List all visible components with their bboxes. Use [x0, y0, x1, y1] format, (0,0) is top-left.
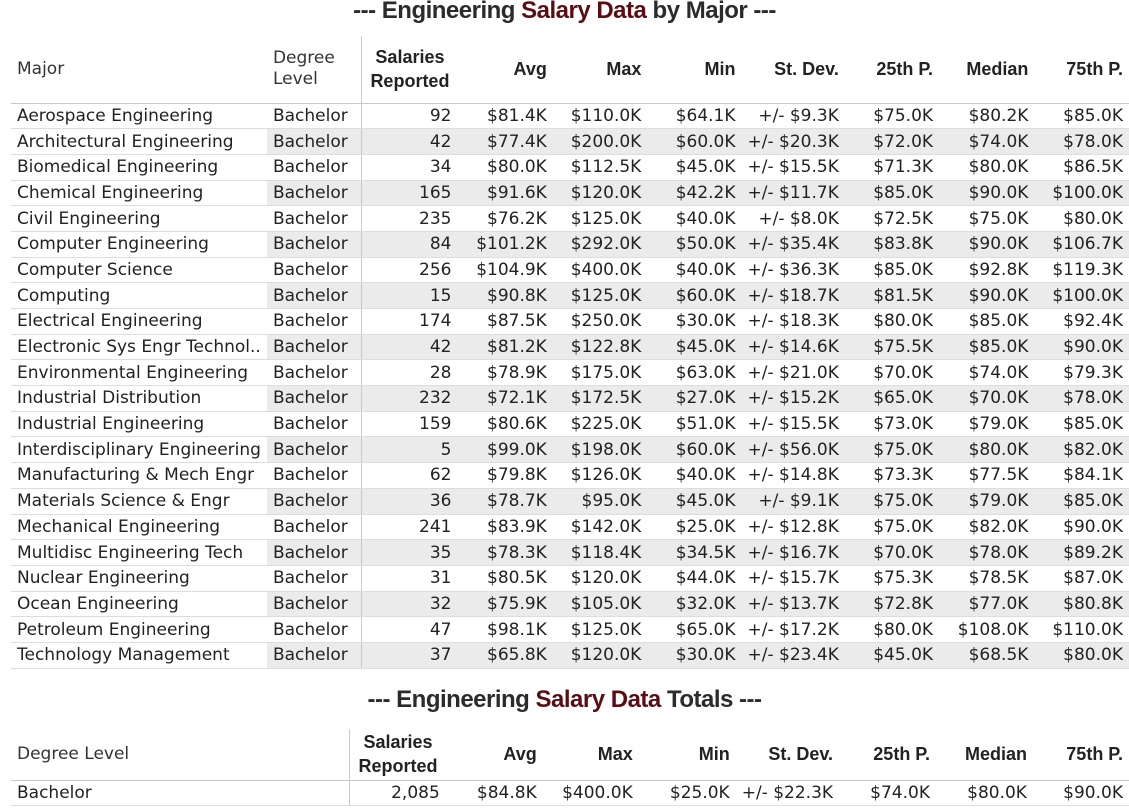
cell-avg: $78.9K: [457, 360, 552, 386]
cell-min: $30.0K: [647, 309, 741, 335]
cell-avg: $80.0K: [457, 154, 552, 180]
cell-major: Electronic Sys Engr Technol..: [11, 334, 267, 360]
cell-avg: $79.8K: [457, 463, 552, 489]
cell-salaries-reported: 42: [362, 334, 458, 360]
header-salaries-reported[interactable]: [362, 36, 458, 103]
cell-min: $51.0K: [647, 411, 741, 437]
cell-p25: $72.8K: [845, 591, 939, 617]
cell-salaries-reported: 159: [362, 411, 458, 437]
cell-median: $85.0K: [939, 334, 1034, 360]
table-row[interactable]: [11, 180, 1129, 206]
cell-p75: $82.0K: [1034, 437, 1129, 463]
cell-major: Technology Management: [11, 642, 267, 668]
cell-avg: $104.9K: [457, 257, 552, 283]
cell-p25: $72.5K: [845, 206, 939, 232]
cell-stdev: +/- $11.7K: [742, 180, 845, 206]
cell-degree-level: Bachelor: [267, 437, 362, 463]
cell-max: $125.0K: [553, 617, 648, 643]
cell-max: $142.0K: [553, 514, 648, 540]
cell-salaries-reported: 5: [362, 437, 458, 463]
cell-stdev: +/- $14.8K: [742, 463, 845, 489]
totals-cell-max: $400.0K: [543, 780, 639, 806]
totals-header-avg[interactable]: Avg: [446, 729, 543, 780]
cell-salaries-reported: 37: [362, 642, 458, 668]
cell-median: $90.0K: [939, 283, 1034, 309]
cell-degree-level: Bachelor: [267, 334, 362, 360]
cell-p75: $79.3K: [1034, 360, 1129, 386]
cell-min: $45.0K: [647, 488, 741, 514]
cell-salaries-reported: 241: [362, 514, 458, 540]
cell-max: $225.0K: [553, 411, 648, 437]
title-suffix: by Major ---: [652, 0, 776, 24]
totals-header-salaries-line2: Reported: [358, 756, 438, 777]
cell-avg: $98.1K: [457, 617, 552, 643]
cell-median: $78.0K: [939, 540, 1034, 566]
cell-stdev: +/- $13.7K: [742, 591, 845, 617]
cell-p25: $71.3K: [845, 154, 939, 180]
cell-degree-level: Bachelor: [267, 129, 362, 155]
cell-max: $250.0K: [553, 309, 648, 335]
cell-salaries-reported: 35: [362, 540, 458, 566]
cell-avg: $78.3K: [457, 540, 552, 566]
table-row[interactable]: [11, 411, 1129, 437]
cell-median: $79.0K: [939, 411, 1034, 437]
cell-degree-level: Bachelor: [267, 540, 362, 566]
cell-salaries-reported: 15: [362, 283, 458, 309]
cell-salaries-reported: 84: [362, 231, 458, 257]
cell-avg: $90.8K: [457, 283, 552, 309]
totals-cell-median: $80.0K: [936, 780, 1033, 806]
cell-degree-level: Bachelor: [267, 360, 362, 386]
cell-median: $77.0K: [939, 591, 1034, 617]
cell-min: $45.0K: [647, 334, 741, 360]
cell-max: $112.5K: [553, 154, 648, 180]
cell-p25: $45.0K: [845, 642, 939, 668]
cell-p75: $78.0K: [1034, 129, 1129, 155]
cell-max: $118.4K: [553, 540, 648, 566]
cell-p75: $100.0K: [1034, 283, 1129, 309]
cell-major: Electrical Engineering: [11, 309, 267, 335]
cell-salaries-reported: 62: [362, 463, 458, 489]
cell-major: Civil Engineering: [11, 206, 267, 232]
header-major[interactable]: Major: [11, 36, 267, 103]
cell-p25: $75.0K: [845, 103, 939, 129]
cell-salaries-reported: 31: [362, 565, 458, 591]
cell-major: Industrial Engineering: [11, 411, 267, 437]
header-degree-level[interactable]: [267, 36, 362, 103]
cell-max: $198.0K: [553, 437, 648, 463]
cell-salaries-reported: 34: [362, 154, 458, 180]
cell-avg: $78.7K: [457, 488, 552, 514]
cell-stdev: +/- $15.5K: [742, 411, 845, 437]
cell-min: $60.0K: [647, 283, 741, 309]
cell-p75: $92.4K: [1034, 309, 1129, 335]
totals-header-row: [11, 729, 1129, 780]
cell-salaries-reported: 165: [362, 180, 458, 206]
cell-major: Multidisc Engineering Tech: [11, 540, 267, 566]
cell-avg: $65.8K: [457, 642, 552, 668]
cell-median: $78.5K: [939, 565, 1034, 591]
totals-header-p25[interactable]: 25th P.: [839, 729, 936, 780]
totals-header-salaries-line1: Salaries: [363, 732, 433, 753]
cell-max: $125.0K: [553, 283, 648, 309]
cell-median: $90.0K: [939, 231, 1034, 257]
cell-salaries-reported: 36: [362, 488, 458, 514]
cell-median: $70.0K: [939, 386, 1034, 412]
cell-degree-level: Bachelor: [267, 309, 362, 335]
cell-max: $120.0K: [553, 180, 648, 206]
cell-stdev: +/- $20.3K: [742, 129, 845, 155]
totals-cell-avg: $84.8K: [446, 780, 543, 806]
cell-p75: $78.0K: [1034, 386, 1129, 412]
cell-major: Computer Science: [11, 257, 267, 283]
cell-major: Aerospace Engineering: [11, 103, 267, 129]
cell-p75: $100.0K: [1034, 180, 1129, 206]
cell-major: Chemical Engineering: [11, 180, 267, 206]
table-row[interactable]: [11, 309, 1129, 335]
cell-p75: $85.0K: [1034, 411, 1129, 437]
cell-min: $60.0K: [647, 437, 741, 463]
cell-max: $125.0K: [553, 206, 648, 232]
cell-stdev: +/- $36.3K: [742, 257, 845, 283]
cell-major: Materials Science & Engr: [11, 488, 267, 514]
header-avg[interactable]: Avg: [457, 36, 552, 103]
cell-p25: $75.0K: [845, 437, 939, 463]
table-row[interactable]: [11, 488, 1129, 514]
cell-stdev: +/- $15.7K: [742, 565, 845, 591]
cell-max: $120.0K: [553, 565, 648, 591]
cell-salaries-reported: 256: [362, 257, 458, 283]
cell-stdev: +/- $15.2K: [742, 386, 845, 412]
cell-major: Environmental Engineering: [11, 360, 267, 386]
cell-degree-level: Bachelor: [267, 180, 362, 206]
cell-avg: $83.9K: [457, 514, 552, 540]
cell-max: $400.0K: [553, 257, 648, 283]
cell-major: Computer Engineering: [11, 231, 267, 257]
cell-avg: $91.6K: [457, 180, 552, 206]
cell-avg: $77.4K: [457, 129, 552, 155]
cell-median: $92.8K: [939, 257, 1034, 283]
cell-max: $126.0K: [553, 463, 648, 489]
cell-salaries-reported: 235: [362, 206, 458, 232]
cell-avg: $72.1K: [457, 386, 552, 412]
cell-max: $172.5K: [553, 386, 648, 412]
cell-min: $30.0K: [647, 642, 741, 668]
table-row[interactable]: [11, 257, 1129, 283]
cell-degree-level: Bachelor: [267, 283, 362, 309]
cell-median: $82.0K: [939, 514, 1034, 540]
totals-title-prefix: --- Engineering: [367, 686, 530, 713]
cell-major: Manufacturing & Mech Engr: [11, 463, 267, 489]
totals-cell-min: $25.0K: [639, 780, 736, 806]
totals-title-accent: Salary Data: [535, 686, 661, 713]
cell-stdev: +/- $17.2K: [742, 617, 845, 643]
header-salaries-line1: Salaries: [375, 47, 445, 68]
cell-p75: $80.0K: [1034, 206, 1129, 232]
cell-p75: $90.0K: [1034, 514, 1129, 540]
cell-median: $74.0K: [939, 360, 1034, 386]
totals-header-degree-level[interactable]: Degree Level: [11, 729, 350, 780]
cell-stdev: +/- $16.7K: [742, 540, 845, 566]
cell-stdev: +/- $21.0K: [742, 360, 845, 386]
table-row[interactable]: [11, 437, 1129, 463]
totals-cell-stdev: +/- $22.3K: [736, 780, 839, 806]
cell-max: $120.0K: [553, 642, 648, 668]
cell-degree-level: Bachelor: [267, 591, 362, 617]
cell-p75: $119.3K: [1034, 257, 1129, 283]
cell-avg: $80.5K: [457, 565, 552, 591]
cell-median: $75.0K: [939, 206, 1034, 232]
header-p75[interactable]: 75th P.: [1034, 36, 1129, 103]
cell-min: $44.0K: [647, 565, 741, 591]
cell-p25: $70.0K: [845, 540, 939, 566]
cell-major: Petroleum Engineering: [11, 617, 267, 643]
totals-cell-degree-level: Bachelor: [11, 780, 350, 806]
cell-median: $108.0K: [939, 617, 1034, 643]
table-row[interactable]: [11, 360, 1129, 386]
header-degree-level-line2: Level: [272, 69, 318, 90]
cell-median: $80.2K: [939, 103, 1034, 129]
cell-p25: $73.3K: [845, 463, 939, 489]
cell-salaries-reported: 42: [362, 129, 458, 155]
cell-major: Biomedical Engineering: [11, 154, 267, 180]
major-salary-table: [11, 36, 1129, 669]
title-prefix: --- Engineering: [353, 0, 515, 24]
table-row[interactable]: [11, 463, 1129, 489]
cell-degree-level: Bachelor: [267, 154, 362, 180]
cell-p25: $85.0K: [845, 180, 939, 206]
header-degree-level-line1: Degree: [272, 48, 335, 69]
cell-median: $85.0K: [939, 309, 1034, 335]
cell-p75: $106.7K: [1034, 231, 1129, 257]
cell-salaries-reported: 47: [362, 617, 458, 643]
cell-major: Ocean Engineering: [11, 591, 267, 617]
totals-header-salaries-reported[interactable]: [350, 729, 446, 780]
totals-header-max[interactable]: Max: [543, 729, 639, 780]
cell-median: $90.0K: [939, 180, 1034, 206]
cell-major: Interdisciplinary Engineering: [11, 437, 267, 463]
cell-avg: $101.2K: [457, 231, 552, 257]
cell-median: $68.5K: [939, 642, 1034, 668]
cell-major: Mechanical Engineering: [11, 514, 267, 540]
totals-table-body: [11, 780, 1129, 806]
cell-stdev: +/- $12.8K: [742, 514, 845, 540]
cell-max: $175.0K: [553, 360, 648, 386]
cell-p25: $65.0K: [845, 386, 939, 412]
cell-p75: $89.2K: [1034, 540, 1129, 566]
cell-avg: $81.4K: [457, 103, 552, 129]
cell-avg: $99.0K: [457, 437, 552, 463]
table-row[interactable]: [11, 154, 1129, 180]
cell-salaries-reported: 174: [362, 309, 458, 335]
cell-p25: $81.5K: [845, 283, 939, 309]
cell-min: $60.0K: [647, 129, 741, 155]
table-row[interactable]: [11, 283, 1129, 309]
totals-cell-salaries-reported: 2,085: [350, 780, 446, 806]
cell-degree-level: Bachelor: [267, 642, 362, 668]
header-median[interactable]: Median: [939, 36, 1034, 103]
totals-header-p75[interactable]: 75th P.: [1033, 729, 1129, 780]
cell-stdev: +/- $23.4K: [742, 642, 845, 668]
header-salaries-line2: Reported: [370, 71, 450, 92]
cell-p25: $73.0K: [845, 411, 939, 437]
cell-major: Computing: [11, 283, 267, 309]
cell-min: $63.0K: [647, 360, 741, 386]
cell-degree-level: Bachelor: [267, 206, 362, 232]
cell-p25: $75.5K: [845, 334, 939, 360]
cell-p25: $80.0K: [845, 617, 939, 643]
cell-min: $65.0K: [647, 617, 741, 643]
cell-min: $32.0K: [647, 591, 741, 617]
table-row[interactable]: [11, 591, 1129, 617]
cell-max: $110.0K: [553, 103, 648, 129]
cell-p75: $90.0K: [1034, 334, 1129, 360]
cell-p25: $83.8K: [845, 231, 939, 257]
cell-stdev: +/- $15.5K: [742, 154, 845, 180]
cell-major: Architectural Engineering: [11, 129, 267, 155]
totals-title: [0, 686, 1129, 714]
table-row[interactable]: [11, 231, 1129, 257]
header-min[interactable]: Min: [647, 36, 741, 103]
cell-avg: $87.5K: [457, 309, 552, 335]
cell-major: Nuclear Engineering: [11, 565, 267, 591]
cell-min: $45.0K: [647, 154, 741, 180]
cell-median: $77.5K: [939, 463, 1034, 489]
cell-p75: $110.0K: [1034, 617, 1129, 643]
table-row[interactable]: [11, 386, 1129, 412]
cell-max: $122.8K: [553, 334, 648, 360]
cell-degree-level: Bachelor: [267, 488, 362, 514]
cell-max: $292.0K: [553, 231, 648, 257]
totals-title-suffix: Totals ---: [666, 686, 762, 713]
cell-max: $95.0K: [553, 488, 648, 514]
cell-median: $80.0K: [939, 154, 1034, 180]
totals-header-min[interactable]: Min: [639, 729, 736, 780]
cell-median: $79.0K: [939, 488, 1034, 514]
cell-min: $25.0K: [647, 514, 741, 540]
title-accent: Salary Data: [521, 0, 647, 24]
totals-table: [11, 729, 1129, 806]
page-title: [0, 0, 1129, 25]
header-p25[interactable]: 25th P.: [845, 36, 939, 103]
cell-degree-level: Bachelor: [267, 103, 362, 129]
cell-salaries-reported: 32: [362, 591, 458, 617]
cell-stdev: +/- $9.1K: [742, 488, 845, 514]
table-row[interactable]: [11, 103, 1129, 129]
table-row[interactable]: [11, 565, 1129, 591]
cell-p75: $87.0K: [1034, 565, 1129, 591]
cell-min: $50.0K: [647, 231, 741, 257]
cell-stdev: +/- $56.0K: [742, 437, 845, 463]
cell-degree-level: Bachelor: [267, 411, 362, 437]
table-row[interactable]: [11, 206, 1129, 232]
table-row[interactable]: [11, 642, 1129, 668]
cell-stdev: +/- $35.4K: [742, 231, 845, 257]
cell-stdev: +/- $14.6K: [742, 334, 845, 360]
cell-p25: $80.0K: [845, 309, 939, 335]
cell-salaries-reported: 28: [362, 360, 458, 386]
cell-degree-level: Bachelor: [267, 386, 362, 412]
cell-degree-level: Bachelor: [267, 231, 362, 257]
cell-stdev: +/- $18.7K: [742, 283, 845, 309]
totals-row[interactable]: [11, 780, 1129, 806]
totals-header-median[interactable]: Median: [936, 729, 1033, 780]
cell-salaries-reported: 232: [362, 386, 458, 412]
cell-max: $200.0K: [553, 129, 648, 155]
cell-p25: $70.0K: [845, 360, 939, 386]
cell-avg: $81.2K: [457, 334, 552, 360]
cell-degree-level: Bachelor: [267, 463, 362, 489]
cell-p25: $75.0K: [845, 514, 939, 540]
cell-p75: $80.0K: [1034, 642, 1129, 668]
cell-median: $80.0K: [939, 437, 1034, 463]
cell-degree-level: Bachelor: [267, 617, 362, 643]
cell-max: $105.0K: [553, 591, 648, 617]
table-row[interactable]: [11, 334, 1129, 360]
cell-p75: $85.0K: [1034, 103, 1129, 129]
cell-min: $40.0K: [647, 257, 741, 283]
cell-avg: $75.9K: [457, 591, 552, 617]
cell-min: $42.2K: [647, 180, 741, 206]
table-row[interactable]: [11, 129, 1129, 155]
cell-min: $40.0K: [647, 206, 741, 232]
cell-min: $64.1K: [647, 103, 741, 129]
cell-stdev: +/- $9.3K: [742, 103, 845, 129]
cell-salaries-reported: 92: [362, 103, 458, 129]
cell-degree-level: Bachelor: [267, 514, 362, 540]
totals-cell-p75: $90.0K: [1033, 780, 1129, 806]
cell-avg: $80.6K: [457, 411, 552, 437]
cell-min: $40.0K: [647, 463, 741, 489]
cell-p75: $85.0K: [1034, 488, 1129, 514]
cell-p25: $75.3K: [845, 565, 939, 591]
header-row: [11, 36, 1129, 103]
cell-p25: $75.0K: [845, 488, 939, 514]
cell-avg: $76.2K: [457, 206, 552, 232]
cell-min: $34.5K: [647, 540, 741, 566]
header-stdev[interactable]: St. Dev.: [742, 36, 845, 103]
header-max[interactable]: Max: [553, 36, 648, 103]
cell-stdev: +/- $18.3K: [742, 309, 845, 335]
table-row[interactable]: [11, 514, 1129, 540]
cell-major: Industrial Distribution: [11, 386, 267, 412]
cell-p75: $86.5K: [1034, 154, 1129, 180]
cell-degree-level: Bachelor: [267, 257, 362, 283]
cell-p25: $85.0K: [845, 257, 939, 283]
totals-cell-p25: $74.0K: [839, 780, 936, 806]
cell-degree-level: Bachelor: [267, 565, 362, 591]
cell-median: $74.0K: [939, 129, 1034, 155]
table-row[interactable]: [11, 617, 1129, 643]
table-row[interactable]: [11, 540, 1129, 566]
cell-min: $27.0K: [647, 386, 741, 412]
cell-p75: $80.8K: [1034, 591, 1129, 617]
totals-header-stdev[interactable]: St. Dev.: [736, 729, 839, 780]
cell-p75: $84.1K: [1034, 463, 1129, 489]
cell-p25: $72.0K: [845, 129, 939, 155]
major-table-body: [11, 103, 1129, 668]
cell-stdev: +/- $8.0K: [742, 206, 845, 232]
